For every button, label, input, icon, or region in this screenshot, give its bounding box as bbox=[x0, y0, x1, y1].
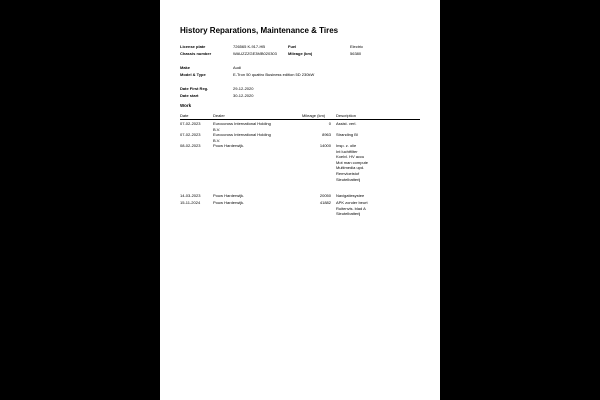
column-header-date: Date bbox=[180, 113, 189, 118]
table-row-mileage: 0 bbox=[328, 121, 331, 126]
description-line: Ruitenvis. blad A bbox=[336, 205, 366, 211]
license-plate-value: 726565 K-917-HB bbox=[233, 44, 266, 49]
table-row-dealer: Pouw Harderwijk. bbox=[213, 143, 245, 148]
table-row-mileage: 14000 bbox=[319, 143, 331, 148]
description-line: Koelvl. HV accu bbox=[336, 154, 365, 160]
table-row-mileage: 8963 bbox=[322, 132, 331, 137]
column-header-dealer: Dealer bbox=[213, 113, 225, 118]
table-row-date: 07-02-2023 bbox=[180, 121, 201, 126]
table-row-mileage: 20050 bbox=[319, 193, 331, 198]
table-row-mileage: 41882 bbox=[319, 200, 331, 205]
table-header-divider bbox=[180, 119, 420, 120]
table-row-date: 07-02-2023 bbox=[180, 132, 201, 137]
table-row-description bbox=[336, 132, 358, 138]
description-line: Stranding Bl bbox=[336, 132, 358, 137]
make-value: Audi bbox=[233, 65, 242, 70]
page-title: History Reparations, Maintenance & Tires bbox=[180, 26, 339, 35]
description-line: Mot man compute bbox=[336, 159, 369, 165]
description-line: Sleutelbatterij bbox=[336, 176, 361, 182]
column-header-mileage: Mileage (km) bbox=[302, 113, 326, 118]
table-row-description bbox=[336, 143, 368, 182]
table-row-dealer: Euroccross International Holding B.V. bbox=[213, 132, 271, 143]
description-line: Insp. z. olie bbox=[336, 143, 357, 148]
mileage-label: Mileage (km) bbox=[288, 51, 313, 56]
table-row-date: 08-02-2023 bbox=[180, 143, 201, 148]
first-reg-value: 29-12-2020 bbox=[233, 86, 254, 91]
model-label: Model & Type bbox=[180, 72, 206, 77]
table-row-description bbox=[336, 200, 368, 217]
description-line: Navigatiesystee bbox=[336, 193, 365, 198]
table-row-description bbox=[336, 193, 364, 199]
table-row-date: 15-11-2024 bbox=[180, 200, 201, 205]
table-row-description bbox=[336, 121, 356, 127]
make-label: Make bbox=[180, 65, 191, 70]
fuel-label: Fuel bbox=[288, 44, 297, 49]
description-line: APK zonder beurt bbox=[336, 200, 368, 205]
first-reg-label: Date First Reg. bbox=[180, 86, 209, 91]
fuel-value: Electric bbox=[350, 44, 364, 49]
description-line: Assist. verl. bbox=[336, 121, 357, 126]
table-row-dealer: Euroccross International Holding B.V. bbox=[213, 121, 271, 132]
model-value: E-Tron 50 quattro Business edition 5D 230kW bbox=[233, 72, 315, 77]
column-header-description: Description bbox=[336, 113, 357, 118]
table-row-dealer: Pouw Harderwijk. bbox=[213, 193, 245, 198]
date-start-value: 30-12-2020 bbox=[233, 93, 254, 98]
document-page bbox=[160, 0, 440, 400]
description-line: Remvloeistof bbox=[336, 170, 360, 176]
description-line: Sleutelbatterij bbox=[336, 211, 361, 217]
description-line: Int luchtfilter bbox=[336, 148, 358, 154]
license-plate-label: License plate bbox=[180, 44, 206, 49]
table-row-date: 14-03-2023 bbox=[180, 193, 201, 198]
date-start-label: Date start bbox=[180, 93, 199, 98]
mileage-value: 56380 bbox=[350, 51, 362, 56]
work-heading: Work bbox=[180, 103, 192, 108]
chassis-label: Chassis number bbox=[180, 51, 212, 56]
description-line: Multimedia upd. bbox=[336, 165, 365, 171]
chassis-value: WAUZZZGE3MB020303 bbox=[233, 51, 277, 56]
table-row-dealer: Pouw Harderwijk. bbox=[213, 200, 245, 205]
